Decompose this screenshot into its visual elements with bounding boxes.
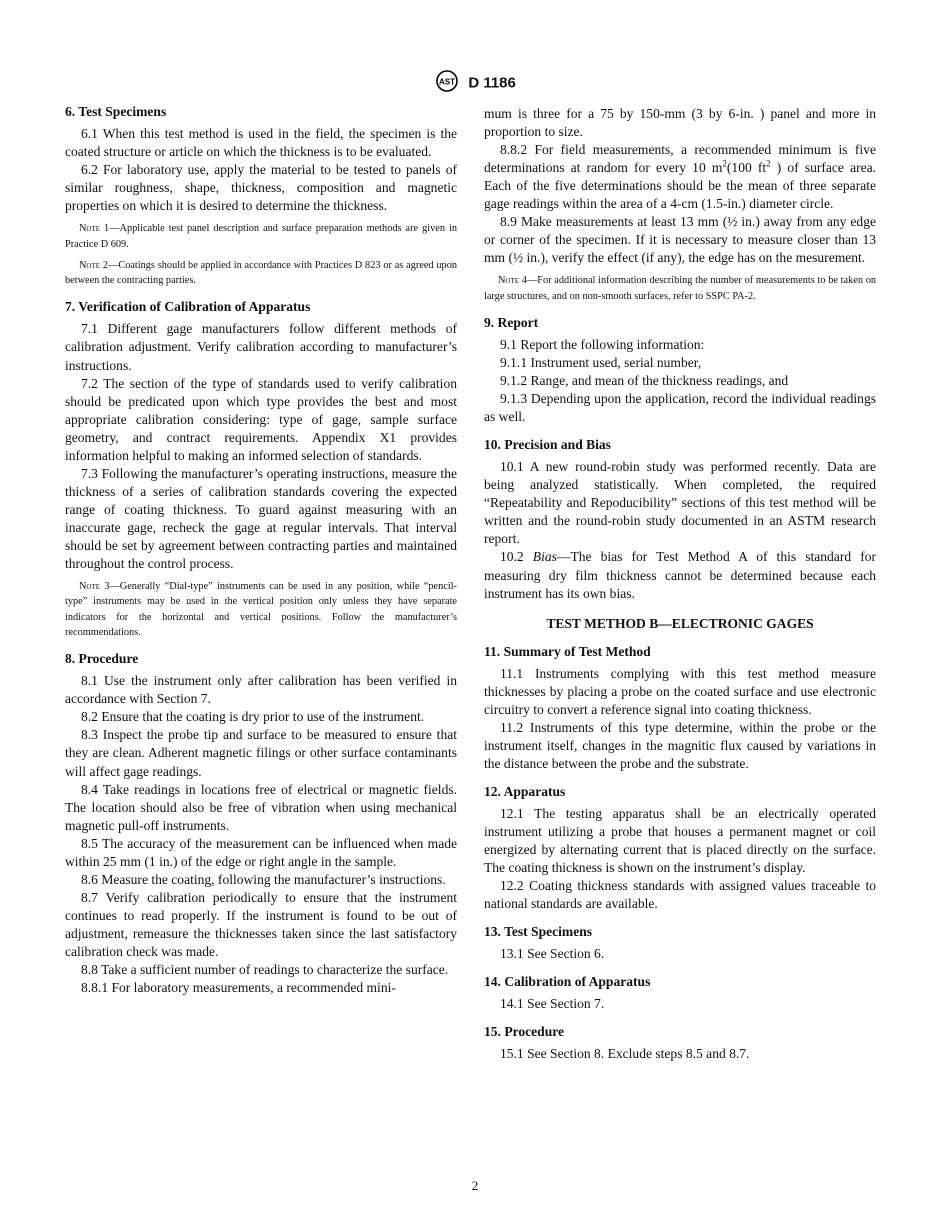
para-15-1: 15.1 See Section 8. Exclude steps 8.5 and 8.7.: [500, 1046, 750, 1062]
para-8-9: 8.9 Make measurements at least 13 mm (½ in.) away from any edge or corner of the specimen. If it is necessary to measure closer than 13 mm (½ in.), verify the effect (if any), the edge has on the mesurement.: [484, 214, 876, 266]
para-8-1: 8.1 Use the instrument only after calibration has been verified in accordance with Section 7.: [65, 673, 457, 707]
para-9-1-3: 9.1.3 Depending upon the application, record the individual readings as well.: [484, 391, 876, 425]
note-3: [65, 579, 457, 640]
para-8-8-2-part-c: ) of surface area. Each of the five determinations should be the mean of three separate gage readings within the area of a 4-cm (1.5-in.) diameter circle.: [484, 160, 877, 212]
section-13-title: 13. Test Specimens: [484, 924, 593, 940]
para-12-2: 12.2 Coating thickness standards with assigned values traceable to national standards are available.: [484, 878, 876, 912]
para-9-1-1: 9.1.1 Instrument used, serial number,: [500, 355, 702, 371]
para-8-3: 8.3 Inspect the probe tip and surface to be measured to ensure that they are clean. Adherent magnetic filings or other surface contaminants will affect gage readings.: [65, 727, 457, 779]
para-7-3: 7.3 Following the manufacturer’s operating instructions, measure the thickness of a series of calibration standards covering the expected range of coating thickness. To guard against measuring with an inaccurate gage, recheck the gage at regular intervals. That interval should be set by agreement between contracting parties and maintained throughout the control process.: [65, 465, 457, 572]
para-14-1: 14.1 See Section 7.: [500, 996, 605, 1012]
standard-designation: D 1186: [468, 74, 516, 92]
para-10-2-number: 10.2: [500, 549, 533, 565]
para-8-8-1: 8.8.1 For laboratory measurements, a recommended mini-: [81, 980, 396, 996]
note-3-text: —Generally “Dial-type” instruments can be used in any position, while “pencil-type” instruments may be used in the vertical position only unless they have separate indicators for the horizontal and vertical positions. Follow the manufacturer’s recommendations.: [65, 581, 457, 638]
svg-text:AST: AST: [439, 77, 456, 87]
section-12-title: 12. Apparatus: [484, 783, 566, 799]
para-10-1: 10.1 A new round-robin study was performed recently. Data are being analyzed statistically. When completed, the required “Repeatability and Repoducibility” sections of this test method will be written and the round-robin study documented in an ASTM research report.: [484, 459, 876, 547]
test-method-b-title: TEST METHOD B—ELECTRONIC GAGES: [546, 615, 814, 631]
superscript-ft2: 2: [766, 158, 771, 169]
para-8-8: 8.8 Take a sufficient number of readings to characterize the surface.: [81, 962, 449, 978]
left-column: [65, 103, 457, 997]
para-8-2: 8.2 Ensure that the coating is dry prior to use of the instrument.: [81, 709, 425, 725]
para-8-8-2-part-a: 8.8.2 For field measurements, a recommended minimum is five determinations at random for every 10 m: [484, 142, 876, 176]
note-1-text: —Applicable test panel description and surface preparation methods are given in Practice D 609.: [65, 223, 457, 250]
note-2-text: —Coatings should be applied in accordance with Practices D 823 or as agreed upon between the contracting parties.: [65, 259, 457, 287]
para-8-6: 8.6 Measure the coating, following the manufacturer’s instructions.: [81, 871, 446, 887]
section-9-title: 9. Report: [484, 315, 539, 331]
section-10-title: 10. Precision and Bias: [484, 437, 611, 453]
section-15-title: 15. Procedure: [484, 1024, 565, 1040]
section-8-title: 8. Procedure: [65, 651, 139, 667]
para-7-2: 7.2 The section of the type of standards used to verify calibration should be predicated upon which type provides the best and most appropriate calibration considering: type of gage, sample surface geometry, and contract requirements. Appendix X1 provides information helpful to making an informed selection of standards.: [65, 375, 457, 463]
para-8-8-2-part-b: (100 ft: [726, 160, 767, 176]
section-7-title: 7. Verification of Calibration of Apparatus: [65, 299, 311, 315]
note-4-text: —For additional information describing the number of measurements to be taken on large structures, and on non-smooth surfaces, refer to SSPC PA-2.: [484, 275, 876, 302]
para-8-7: 8.7 Verify calibration periodically to ensure that the instrument continues to read properly. If the instrument is found to be out of adjustment, remeasure the thicknesses taken since the last satisfactory calibration check was made.: [65, 889, 457, 959]
para-10-2-text: —The bias for Test Method A of this standard for measuring dry film thickness cannot be determined because each instrument has its own bias.: [484, 549, 876, 601]
para-7-1: 7.1 Different gage manufacturers follow different methods of calibration adjustment. Verify calibration according to manufacturer’s instructions.: [65, 321, 457, 373]
note-1: [65, 221, 457, 252]
para-10-2: [484, 548, 876, 602]
para-6-1: 6.1 When this test method is used in the field, the specimen is the coated structure or article on which the thickness is to be evaluated.: [65, 126, 457, 160]
para-8-4: 8.4 Take readings in locations free of electrical or magnetic fields. The location should also be free of vibration when using mechanical magnetic pull-off instruments.: [65, 781, 457, 833]
page-header: [0, 70, 950, 96]
note-2-label: Note 2: [79, 259, 109, 271]
note-4-label: Note 4: [498, 275, 527, 287]
section-11-title: 11. Summary of Test Method: [484, 643, 651, 659]
para-9-1: 9.1 Report the following information:: [500, 337, 705, 353]
para-13-1: 13.1 See Section 6.: [500, 946, 605, 962]
para-11-1: 11.1 Instruments complying with this test method measure thicknesses by placing a probe on the coated surface and use electronic circuitry to convert a reference signal into coating thickness.: [484, 665, 876, 717]
right-column: [484, 105, 876, 1063]
para-10-2-term: Bias: [532, 549, 557, 565]
section-6-title: 6. Test Specimens: [65, 104, 167, 119]
para-12-1: 12.1 The testing apparatus shall be an electrically operated instrument utilizing a probe that houses a permanent magnet or coil energized by alternating current that is placed directly on the surface. The coating thickness is shown on the instrument’s display.: [484, 805, 876, 876]
note-3-label: Note 3: [79, 581, 110, 593]
para-8-8-2: [484, 141, 876, 213]
para-6-2: 6.2 For laboratory use, apply the material to be tested to panels of similar roughness, shape, thickness, composition and magnetic properties on which it is desired to determine the thickness.: [65, 162, 457, 214]
para-8-5: 8.5 The accuracy of the measurement can be influenced when made within 25 mm (1 in.) of the edge or right angle in the sample.: [65, 835, 457, 869]
superscript-m2: 2: [722, 158, 727, 169]
note-1-label: Note 1: [79, 223, 110, 235]
section-14-title: 14. Calibration of Apparatus: [484, 974, 651, 990]
para-8-8-1-continued: mum is three for a 75 by 150-mm (3 by 6-in. ) panel and more in proportion to size.: [484, 106, 876, 140]
para-11-2: 11.2 Instruments of this type determine, within the probe or the instrument itself, changes in the magnitic flux caused by variations in the distance between the probe and the substrate.: [484, 719, 876, 771]
note-4: [484, 273, 876, 304]
note-2: [65, 258, 457, 289]
para-9-1-2: 9.1.2 Range, and mean of the thickness readings, and: [500, 373, 789, 389]
astm-logo-icon: [434, 70, 460, 96]
page-number: 2: [471, 1178, 479, 1193]
